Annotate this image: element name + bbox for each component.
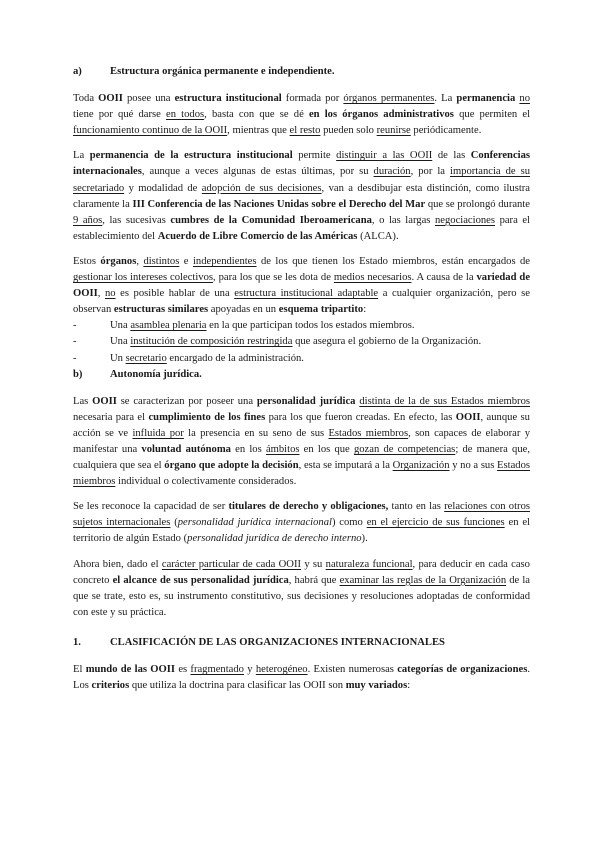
text-run: periódicamente.	[410, 125, 482, 137]
text-run: pueden solo	[320, 125, 377, 137]
text-run: funcionamiento continuo de la OOII	[73, 125, 228, 137]
text-run: . Los	[73, 664, 530, 692]
text-run: cumplimiento de los fines	[148, 411, 266, 423]
text-run: carácter particular de cada OOII	[161, 558, 301, 570]
text-run: , esta se imputará a la	[298, 460, 393, 472]
text-run: para el establecimiento del	[73, 214, 530, 242]
list-item-text	[110, 334, 530, 350]
text-run: importancia de su secretariado	[73, 166, 530, 194]
text-run: la presencia en su seno de sus	[183, 427, 329, 439]
text-run: el resto	[289, 125, 321, 137]
list-dash: -	[73, 352, 77, 364]
section-1-title: CLASIFICACIÓN DE LAS ORGANIZACIONES INTERNACIONALES	[110, 636, 445, 648]
text-run: a cualquier organización, pero se observan	[73, 288, 530, 316]
text-run: ; de manera que, cualquiera que sea el	[73, 443, 530, 472]
text-run: Estados miembros	[73, 460, 531, 488]
text-run: negociaciones	[434, 214, 495, 226]
text-run: :	[407, 680, 411, 692]
text-run: secretario	[125, 352, 167, 364]
text-run: en los	[230, 443, 266, 455]
list-item-text	[110, 351, 530, 367]
text-run: estructura institucional adaptable	[234, 288, 379, 300]
text-run: en los órganos administrativos	[308, 109, 454, 121]
text-run: permanencia	[456, 93, 516, 105]
text-run: :	[363, 304, 367, 316]
paragraph-permanent-structure	[73, 91, 530, 139]
text-run: , habrá que	[288, 574, 340, 586]
text-run: , por la	[410, 166, 450, 178]
text-run: no	[104, 288, 116, 300]
paragraph-legal-personality	[73, 394, 530, 491]
text-run: en los que	[299, 443, 354, 455]
text-run: . Existen numerosas	[307, 664, 398, 675]
text-run: Estos	[73, 255, 101, 267]
text-run: variedad de OOII	[73, 272, 531, 300]
text-run: . La	[434, 93, 457, 105]
text-run: asamblea plenaria	[130, 320, 207, 332]
text-run: Ahora bien, dado el	[73, 558, 162, 570]
text-run: , basta con que se dé	[204, 109, 309, 121]
text-run: . A causa de la	[411, 272, 477, 284]
text-run: medios necesarios	[333, 272, 412, 284]
text-run: que se prolongó durante	[425, 198, 530, 210]
text-run: el alcance de sus personalidad jurídica	[112, 574, 289, 586]
text-run: personalidad jurídica de derecho interno	[187, 533, 362, 545]
text-run: criterios	[91, 680, 130, 692]
list-item-text	[110, 318, 530, 334]
text-run: , las sucesivas	[102, 214, 171, 226]
section-a-heading	[73, 64, 530, 80]
text-run: formada por	[281, 93, 344, 105]
text-run: distinta de la de sus Estados miembros	[359, 395, 531, 407]
text-run: órganos	[100, 255, 137, 267]
text-run: distinguir a las OOII	[336, 150, 433, 162]
text-run: Las	[73, 395, 93, 407]
text-run: , aunque a veces algunas de estas últimas, por su	[141, 166, 374, 178]
text-run: personalidad jurídica	[256, 395, 356, 407]
text-run: apoyadas en un	[208, 304, 279, 316]
paragraph-distinction-conferences	[73, 148, 530, 245]
section-1-label: 1.	[73, 636, 81, 648]
text-run: ámbitos	[265, 443, 300, 455]
text-run: permanencia de la estructura institucional	[89, 150, 293, 162]
text-run: tanto en las	[388, 501, 445, 513]
text-run: El	[73, 664, 86, 675]
text-run: independientes	[192, 255, 257, 267]
text-run: categorías de organizaciones	[397, 664, 528, 675]
text-run: órganos permanentes	[343, 93, 435, 105]
text-run: naturaleza funcional	[325, 558, 413, 570]
list-dash: -	[73, 336, 77, 348]
text-run: (ALCA).	[357, 230, 399, 242]
text-run: Un	[110, 352, 126, 364]
text-run: gozan de competencias	[353, 443, 456, 455]
text-run: en la que participan todos los estados miembros.	[206, 320, 415, 332]
text-run: de la que se trate, esto es, su instrumento constitutivo, sus decisiones y resoluciones adoptadas de conformidad con este y su práctica.	[73, 574, 530, 618]
text-run: ,	[97, 288, 105, 300]
text-run: e	[179, 255, 193, 267]
text-run: de las	[432, 150, 471, 162]
text-run: (	[170, 517, 178, 529]
text-run: , aunque su acción se ve	[73, 411, 530, 439]
text-run: individual o colectivamente considerados.	[115, 476, 297, 488]
text-run: fragmentado	[190, 664, 244, 675]
text-run: Acuerdo de Libre Comercio de las Américas	[157, 230, 358, 242]
section-b-label: b)	[73, 368, 83, 380]
text-run: muy variados	[345, 680, 408, 692]
text-run: y	[243, 664, 256, 675]
section-a-title: Estructura orgánica permanente e independiente.	[110, 66, 335, 77]
text-run: La	[73, 150, 90, 162]
text-run: ,	[136, 255, 144, 267]
paragraph-functional-nature	[73, 557, 530, 621]
text-run: necesaria para el	[73, 411, 149, 423]
text-run: Conferencias internacionales	[73, 150, 531, 178]
text-run: reunirse	[376, 125, 411, 137]
text-run: encargado de la administración.	[166, 352, 304, 364]
text-run: es posible hablar de una	[115, 288, 235, 300]
text-run: Una	[110, 336, 131, 348]
text-run: esquema tripartito	[278, 304, 364, 316]
text-run: , para deducir en cada caso concreto	[73, 558, 530, 586]
section-b-heading	[73, 367, 530, 383]
text-run: , o las largas	[371, 214, 435, 226]
text-run: se caracterizan por poseer una	[116, 395, 257, 407]
text-run: es	[175, 664, 191, 675]
list-dash: -	[73, 320, 77, 332]
text-run: 9 años	[73, 214, 103, 226]
text-run: relaciones con otros sujetos internacionales	[73, 501, 530, 529]
text-run: que asegura el gobierno de la Organización.	[292, 336, 482, 348]
text-run: estructuras similares	[113, 304, 209, 316]
paragraph-rights-obligations	[73, 499, 530, 547]
text-run: distintos	[143, 255, 180, 267]
text-run: voluntad autónoma	[141, 443, 231, 455]
text-run: cumbres de la Comunidad Iberoamericana	[170, 214, 372, 226]
list-item	[73, 351, 530, 367]
text-run: estructura institucional	[174, 93, 282, 105]
text-run: en el territorio de algún Estado (	[73, 517, 530, 545]
text-run: tiene por qué darse	[73, 109, 167, 121]
text-run: Organización	[392, 460, 450, 472]
text-run: , van a desdibujar esta distinción, como ilustra claramente la	[73, 182, 531, 210]
text-run: OOII	[98, 93, 123, 105]
text-run: no	[519, 93, 530, 105]
section-b-title: Autonomía jurídica.	[110, 368, 202, 380]
section-1-heading	[73, 635, 530, 651]
paragraph-organs	[73, 254, 530, 318]
text-run: Una	[110, 320, 131, 332]
text-run: gestionar los intereses colectivos	[73, 272, 214, 284]
text-run: mundo de las OOII	[85, 664, 176, 675]
text-run: y modalidad de	[124, 182, 202, 194]
text-run: OOII	[455, 411, 481, 423]
text-run: en el ejercicio de sus funciones	[366, 517, 505, 529]
text-run: y su	[301, 558, 326, 570]
text-run: institución de composición restringida	[130, 336, 293, 348]
text-run: de los que tienen los Estado miembros, están encargados de	[256, 255, 531, 267]
text-run: III Conferencia de las Naciones Unidas sobre el Derecho del Mar	[132, 198, 426, 210]
text-run: órgano que adopte la decisión	[164, 460, 299, 472]
text-run: ).	[361, 533, 368, 545]
text-run: OOII	[92, 395, 117, 407]
text-run: Estados miembros	[328, 427, 409, 439]
text-run: , para los que se les dota de	[213, 272, 334, 284]
section-a-label: a)	[73, 66, 82, 77]
text-run: influida por	[132, 427, 184, 439]
text-run: personalidad jurídica internacional	[177, 517, 332, 529]
text-run: adopción de sus decisiones	[201, 182, 322, 194]
text-run: y no a sus	[449, 460, 498, 472]
text-run: examinar las reglas de la Organización	[339, 574, 507, 586]
text-run: , mientras que	[227, 125, 290, 137]
text-run: posee una	[122, 93, 175, 105]
text-run: Toda	[73, 93, 99, 105]
list-item	[73, 318, 530, 334]
text-run: permite	[292, 150, 337, 162]
text-run: duración	[373, 166, 411, 178]
paragraph-classification	[73, 662, 530, 694]
text-run: para los que fueron creadas. En efecto, las	[265, 411, 456, 423]
text-run: , son capaces de elaborar y manifestar una	[73, 427, 530, 455]
text-run: en todos	[166, 109, 205, 121]
text-run: que utiliza la doctrina para clasificar las OOII son	[129, 680, 346, 692]
text-run: ) como	[331, 517, 367, 529]
list-item	[73, 334, 530, 350]
text-run: titulares de derecho y obligaciones,	[228, 501, 389, 513]
text-run: que permiten el	[453, 109, 531, 121]
text-run: Se les reconoce la capacidad de ser	[73, 501, 229, 513]
text-run: heterogéneo	[255, 664, 308, 675]
